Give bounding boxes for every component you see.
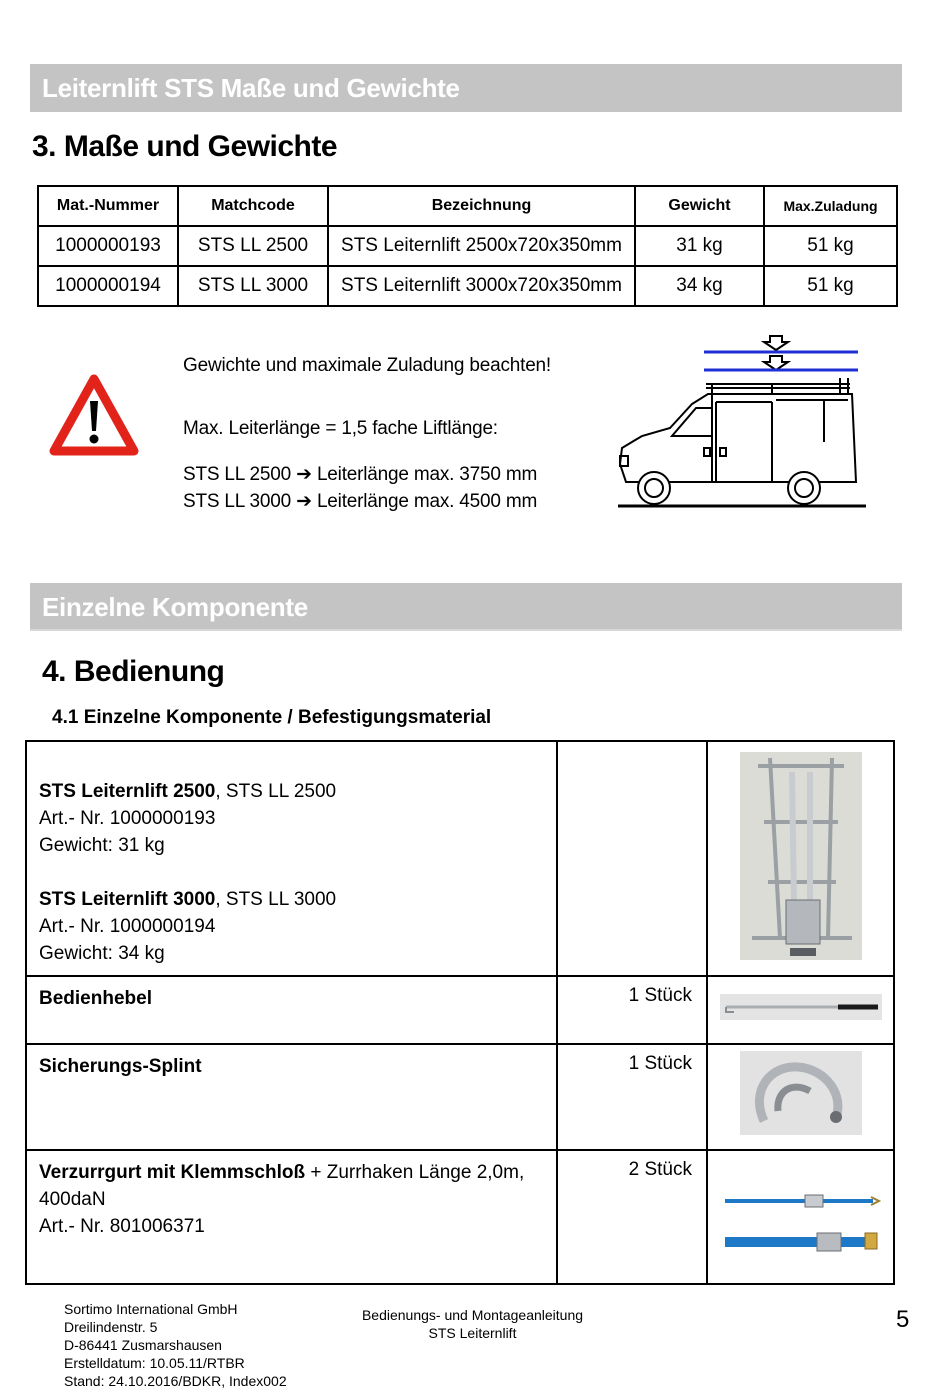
footer-company-info [64,1300,287,1390]
van-with-ladder-lift-illustration [612,332,872,512]
strap-details: + Zurrhaken Länge 2,0m, [305,1162,525,1183]
footer-created-date: Erstelldatum: 10.05.11/RTBR [64,1355,245,1371]
warning-triangle-icon [48,373,140,457]
cell-bezeichnung: STS Leiternlift 3000x720x350mm [328,266,635,306]
lift-3000-name: STS Leiternlift 3000 [39,889,216,910]
col-header-max-zuladung: Max.Zuladung [764,186,897,226]
cell-gewicht: 31 kg [635,226,764,266]
lift-2500-article: Art.- Nr. 1000000193 [39,808,216,829]
ll3000-label: STS LL 3000 [183,491,292,512]
component-row-lever [26,976,894,1044]
ll2500-value: Leiterlänge max. 3750 mm [316,464,538,485]
component-description [26,976,557,1044]
ll3000-value: Leiterlänge max. 4500 mm [316,491,538,512]
footer-city: D-86441 Zusmarshausen [64,1337,222,1353]
heading-operation: 4. Bedienung [42,655,225,688]
footer-document-title [340,1306,605,1342]
component-row-strap [26,1150,894,1284]
cell-mat-nummer: 1000000193 [38,226,178,266]
cell-max-zuladung: 51 kg [764,266,897,306]
footer-revision: Stand: 24.10.2016/BDKR, Index002 [64,1373,287,1389]
heading-dimensions-weights: 3. Maße und Gewichte [32,130,338,163]
cell-mat-nummer: 1000000194 [38,266,178,306]
lift-2500-code: , STS LL 2500 [215,781,337,802]
component-image-cell [707,1044,894,1150]
component-image-cell [707,976,894,1044]
strap-capacity: 400daN [39,1189,106,1210]
pin-name: Sicherungs-Splint [39,1056,202,1077]
section-band-components: Einzelne Komponente [30,583,902,631]
ladder-lift-photo [740,752,862,960]
page-number: 5 [896,1306,910,1333]
footer-street: Dreilindenstr. 5 [64,1319,158,1335]
component-description [26,1044,557,1150]
lift-3000-code: , STS LL 3000 [215,889,337,910]
table-header-row [38,186,897,226]
cell-matchcode: STS LL 2500 [178,226,328,266]
note-max-ladder-length: Max. Leiterlänge = 1,5 fache Liftlänge: [183,418,498,439]
lashing-strap-photo [721,1181,881,1257]
component-image-cell [707,741,894,976]
cell-bezeichnung: STS Leiternlift 2500x720x350mm [328,226,635,266]
footer-doc-title-line1: Bedienungs- und Montageanleitung [361,1307,584,1323]
component-description [26,1150,557,1284]
arrow-right-icon: ➔ [296,464,312,485]
cell-matchcode: STS LL 3000 [178,266,328,306]
dimensions-table [37,185,898,307]
col-header-gewicht: Gewicht [635,186,764,226]
lift-3000-article: Art.- Nr. 1000000194 [39,916,216,937]
operating-lever-photo [720,994,882,1020]
components-table [25,740,895,1285]
note-weights-warning: Gewichte und maximale Zuladung beachten! [183,355,552,376]
strap-article: Art.- Nr. 801006371 [39,1216,205,1237]
component-row-pin [26,1044,894,1150]
subheading-components: 4.1 Einzelne Komponente / Befestigungsmaterial [52,707,492,728]
lift-2500-name: STS Leiternlift 2500 [39,781,216,802]
cell-max-zuladung: 51 kg [764,226,897,266]
component-image-cell [707,1150,894,1284]
ll2500-label: STS LL 2500 [183,464,292,485]
lift-3000-weight: Gewicht: 34 kg [39,943,165,964]
component-quantity-empty [557,741,707,976]
lever-name: Bedienhebel [39,988,152,1009]
col-header-mat-nummer: Mat.-Nummer [38,186,178,226]
lift-2500-weight: Gewicht: 31 kg [39,835,165,856]
footer-doc-title-line2: STS Leiternlift [428,1325,517,1341]
arrow-right-icon: ➔ [296,491,312,512]
note-ll2500-length [183,463,537,486]
pin-quantity: 1 Stück [557,1044,707,1150]
col-header-bezeichnung: Bezeichnung [328,186,635,226]
safety-pin-photo [740,1051,862,1135]
strap-quantity: 2 Stück [557,1150,707,1284]
table-row [38,226,897,266]
strap-name: Verzurrgurt mit Klemmschloß [39,1162,306,1183]
cell-gewicht: 34 kg [635,266,764,306]
component-description [26,741,557,976]
table-row [38,266,897,306]
lever-quantity: 1 Stück [557,976,707,1044]
component-row-lift [26,741,894,976]
section-band-weights: Leiternlift STS Maße und Gewichte [30,64,902,112]
note-ll3000-length [183,490,537,513]
col-header-matchcode: Matchcode [178,186,328,226]
footer-company-name: Sortimo International GmbH [64,1301,238,1317]
